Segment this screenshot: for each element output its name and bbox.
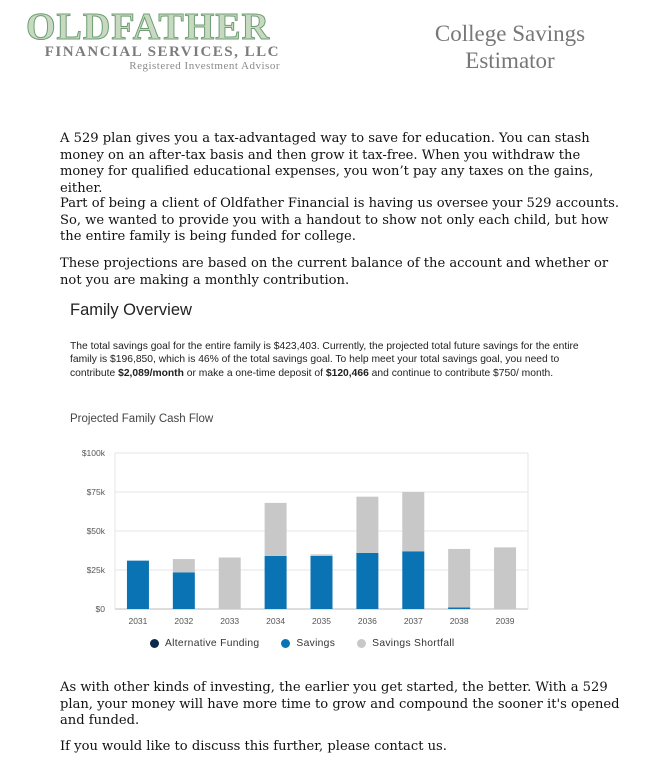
x-tick-label: 2035: [312, 616, 331, 626]
intro-paragraph: A 529 plan gives you a tax-advantaged way to save for education. You can stash money on an after-tax basis and then grow it tax-free. When you withdraw the money for qualified educational expenses, you won’t pay any taxes on the gains, either.: [60, 131, 594, 196]
y-tick-label: $25k: [86, 565, 105, 575]
summary-text-mid: or make a one-time deposit of: [183, 367, 326, 379]
bar-savings: [448, 607, 470, 609]
logo-tagline: Registered Investment Advisor: [129, 60, 280, 72]
x-tick-label: 2032: [174, 616, 194, 626]
investing-paragraph: As with other kinds of investing, the earlier you get started, the better. With a 529 plan, your money will have more time to grow and compound the sooner it's opened and funded.: [60, 680, 620, 728]
client-paragraph: Part of being a client of Oldfather Financial is having us oversee your 529 accounts. So, we wanted to provide you with a handout to show not only each child, but how the entire family is being funded for college.: [60, 196, 620, 244]
projection-paragraph: These projections are based on the current balance of the account and whether or not you are making a monthly contribution.: [60, 256, 609, 288]
bar-shortfall: [356, 497, 378, 553]
x-tick-label: 2036: [357, 616, 377, 626]
legend-label-shortfall: Savings Shortfall: [372, 638, 455, 649]
bar-savings: [173, 572, 195, 609]
monthly-contribution: $2,089/month: [118, 367, 184, 379]
chart-title: Projected Family Cash Flow: [70, 413, 214, 425]
y-tick-label: $0: [95, 604, 105, 614]
legend-savings-shortfall[interactable]: [357, 638, 454, 649]
bar-shortfall: [402, 492, 424, 551]
x-tick-label: 2034: [266, 616, 286, 626]
bar-savings: [402, 551, 424, 609]
legend-savings[interactable]: [281, 638, 335, 649]
legend-dot-shortfall: [357, 639, 366, 648]
y-tick-label: $50k: [86, 526, 105, 536]
x-tick-label: 2038: [449, 616, 469, 626]
logo-wordmark: OLDFATHER: [26, 6, 271, 48]
family-overview-heading: Family Overview: [70, 301, 192, 319]
bar-savings: [356, 553, 378, 609]
chart-bars: [127, 492, 516, 609]
one-time-deposit: $120,466: [325, 367, 369, 379]
legend-label-savings: Savings: [296, 638, 336, 649]
document-title-line1: College Savings: [434, 21, 586, 46]
bar-shortfall: [173, 559, 195, 572]
summary-text-after: and continue to contribute $750/ month.: [368, 367, 554, 379]
x-tick-label: 2039: [495, 616, 515, 626]
document-title-line2: Estimator: [465, 48, 555, 73]
legend-dot-savings: [281, 639, 290, 648]
contact-paragraph: If you would like to discuss this further, please contact us.: [60, 739, 447, 754]
bar-savings: [127, 561, 149, 609]
bar-shortfall: [448, 549, 470, 608]
bar-shortfall: [311, 554, 333, 556]
summary-text-before: The total savings goal for the entire family is $423,403. Currently, the projected total future savings for the entire family is $196,850, which is 46% of the total savings goal. To help meet your total savings goal, you need to contribute: [70, 341, 579, 379]
x-tick-label: 2031: [128, 616, 148, 626]
legend-alternative-funding[interactable]: [150, 638, 259, 649]
bar-shortfall: [494, 547, 516, 609]
y-tick-label: $75k: [86, 487, 105, 497]
legend-label-alternative: Alternative Funding: [165, 638, 260, 649]
legend-dot-alternative: [150, 639, 159, 648]
bar-savings: [265, 556, 287, 609]
y-tick-label: $100k: [81, 448, 105, 458]
chart-legend: [150, 638, 455, 649]
logo-subtitle: FINANCIAL SERVICES, LLC: [44, 44, 280, 60]
x-tick-label: 2033: [220, 616, 240, 626]
bar-shortfall: [265, 503, 287, 556]
bar-savings: [311, 556, 333, 609]
bar-shortfall: [219, 558, 241, 609]
x-tick-label: 2037: [403, 616, 423, 626]
